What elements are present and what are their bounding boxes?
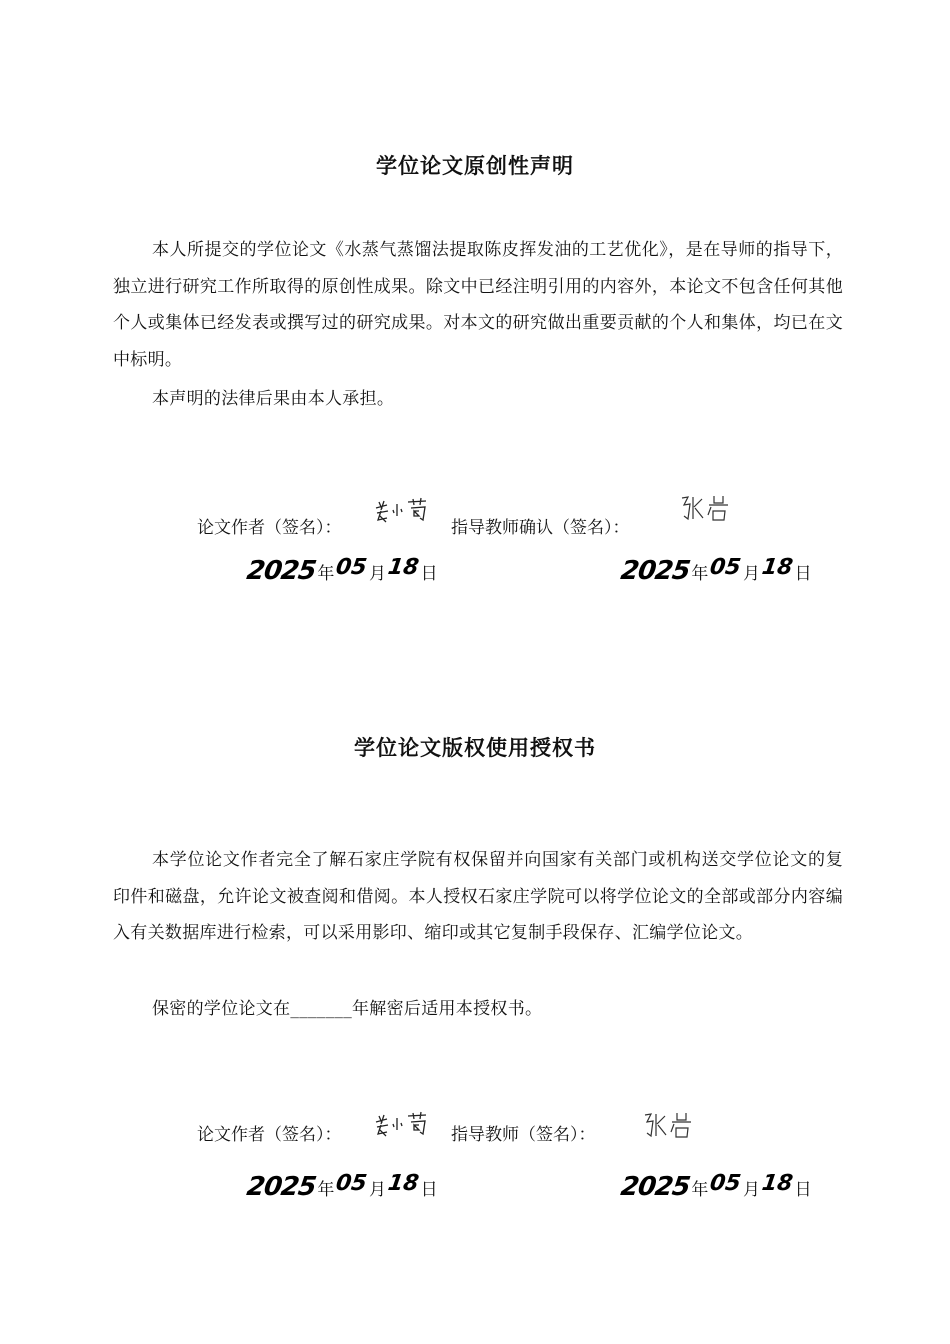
declaration-advisor-date xyxy=(618,555,814,596)
declaration-author-date-year: 2025 xyxy=(244,556,318,586)
declaration-author-date-day-unit: 日 xyxy=(420,564,438,584)
authorization-author-date-year-unit: 年 xyxy=(317,1180,335,1200)
declaration-advisor-signature-label: 指导教师确认（签名）： xyxy=(451,518,630,538)
authorization-advisor-date xyxy=(618,1171,814,1212)
declaration-paragraph-2: 本声明的法律后果由本人承担。 xyxy=(152,389,395,409)
authorization-paragraph-2: 保密的学位论文在_______年解密后适用本授权书。 xyxy=(152,999,543,1019)
declaration-author-date-month-unit: 月 xyxy=(369,564,386,584)
declaration-advisor-date-day-unit: 日 xyxy=(794,564,812,584)
authorization-advisor-date-day: 18 xyxy=(760,1171,795,1196)
authorization-advisor-date-month-unit: 月 xyxy=(743,1180,760,1200)
authorization-advisor-signature-label: 指导教师（签名）： xyxy=(451,1125,596,1145)
authorization-advisor-date-year-unit: 年 xyxy=(691,1180,709,1200)
declaration-paragraph-1: 本人所提交的学位论文《水蒸气蒸馏法提取陈皮挥发油的工艺优化》，是在导师的指导下，独立进行研究工作所取得的原创性成果。除文中已经注明引用的内容外，本论文不包含任何其他个人或集体已经发表或撰写过的研究成果。对本文的研究做出重要贡献的个人和集体，均已在文中标明。 xyxy=(113,240,843,370)
declaration-title: 学位论文原创性声明 xyxy=(376,154,574,178)
declaration-advisor-date-month: 05 xyxy=(708,555,743,580)
declaration-advisor-date-year: 2025 xyxy=(618,556,692,586)
declaration-author-date-day: 18 xyxy=(386,555,421,580)
declaration-author-signature-label: 论文作者（签名）： xyxy=(197,518,342,538)
authorization-author-date-day-unit: 日 xyxy=(420,1180,438,1200)
authorization-author-date-month-unit: 月 xyxy=(369,1180,386,1200)
authorization-author-date-year: 2025 xyxy=(244,1172,318,1202)
declaration-author-date xyxy=(244,555,440,596)
declaration-advisor-signature xyxy=(678,493,730,523)
authorization-advisor-date-year: 2025 xyxy=(618,1172,692,1202)
declaration-advisor-date-year-unit: 年 xyxy=(691,564,709,584)
declaration-author-date-month: 05 xyxy=(334,555,369,580)
declaration-author-signature xyxy=(373,496,429,526)
authorization-title: 学位论文版权使用授权书 xyxy=(354,736,596,760)
declaration-advisor-date-day: 18 xyxy=(760,555,795,580)
authorization-advisor-date-month: 05 xyxy=(708,1171,743,1196)
authorization-author-signature xyxy=(373,1110,429,1140)
authorization-advisor-date-day-unit: 日 xyxy=(794,1180,812,1200)
declaration-advisor-date-month-unit: 月 xyxy=(743,564,760,584)
authorization-advisor-signature xyxy=(641,1110,693,1140)
authorization-author-date-month: 05 xyxy=(334,1171,369,1196)
authorization-author-date-day: 18 xyxy=(386,1171,421,1196)
authorization-paragraph-1: 本学位论文作者完全了解石家庄学院有权保留并向国家有关部门或机构送交学位论文的复印件和磁盘，允许论文被查阅和借阅。本人授权石家庄学院可以将学位论文的全部或部分内容编入有关数据库进行检索，可以采用影印、缩印或其它复制手段保存、汇编学位论文。 xyxy=(113,850,843,943)
declaration-author-date-year-unit: 年 xyxy=(317,564,335,584)
authorization-author-signature-label: 论文作者（签名）： xyxy=(197,1125,342,1145)
authorization-author-date xyxy=(244,1171,440,1212)
